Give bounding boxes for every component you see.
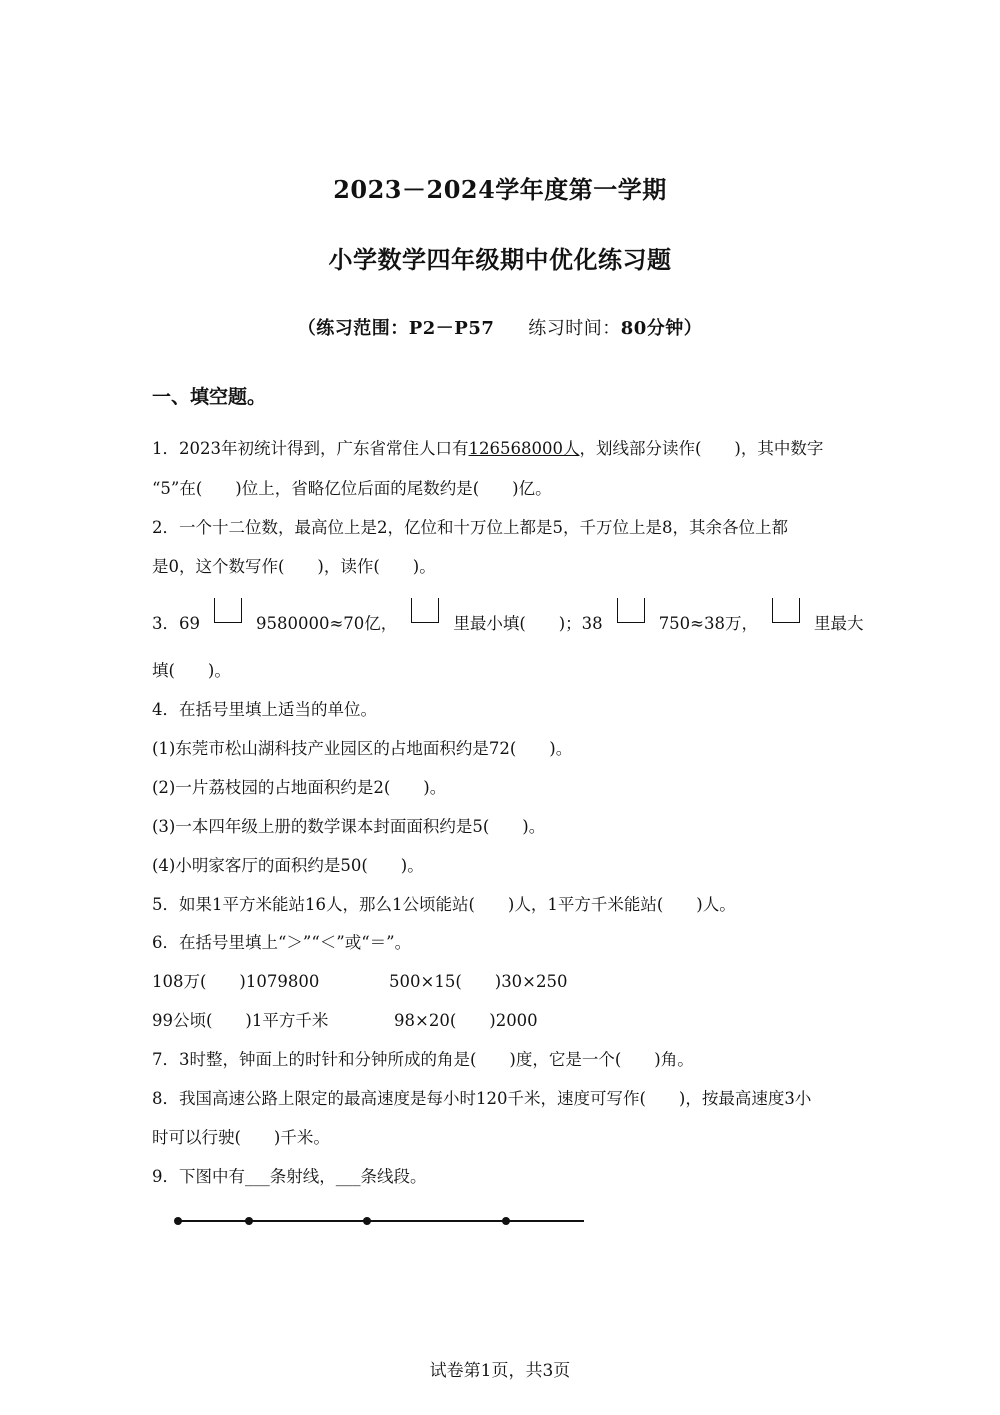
question-2-line-1: 2．一个十二位数，最高位上是2，亿位和十万位上都是5，千万位上是8，其余各位上都 xyxy=(152,518,788,537)
question-4: 4．在括号里填上适当的单位。 xyxy=(152,700,377,719)
question-8-line-2: 时可以行驶( )千米。 xyxy=(152,1128,330,1147)
time-label: 练习时间： xyxy=(528,318,621,339)
exam-scope-line xyxy=(0,314,1000,340)
point-dot xyxy=(363,1217,371,1225)
answer-box[interactable] xyxy=(214,598,242,623)
question-4-4: (4)小明家客厅的面积约是50( )。 xyxy=(152,856,424,875)
question-6: 6．在括号里填上“＞”“＜”或“＝”。 xyxy=(152,933,412,952)
point-dot xyxy=(245,1217,253,1225)
question-6-c: 99公顷( )1平方千米 xyxy=(152,1011,329,1030)
question-3-line-1: 3．69 9580000≈70亿， 里最小填( )；38 750≈38万， 里最大 xyxy=(152,608,864,635)
answer-box[interactable] xyxy=(772,598,800,623)
section-heading-fill-blank: 一、填空题。 xyxy=(152,386,267,408)
question-7: 7．3时整，钟面上的时针和分钟所成的角是( )度，它是一个( )角。 xyxy=(152,1050,694,1069)
question-2-line-2: 是0，这个数写作( )，读作( )。 xyxy=(152,557,436,576)
point-dot xyxy=(174,1217,182,1225)
point-dot xyxy=(502,1217,510,1225)
question-1-line-1: 1．2023年初统计得到，广东省常住人口有126568000人，划线部分读作( )，其中数字 xyxy=(152,439,824,458)
question-1-line-2: “5”在( )位上，省略亿位后面的尾数约是( )亿。 xyxy=(152,479,552,498)
question-4-3: (3)一本四年级上册的数学课本封面面积约是5( )。 xyxy=(152,817,546,836)
question-6-a: 108万( )1079800 xyxy=(152,972,320,991)
answer-box[interactable] xyxy=(411,598,439,623)
scope-label: （练习范围：P2－P57 xyxy=(297,318,495,339)
page-footer: 试卷第1页，共3页 xyxy=(429,1361,571,1381)
question-8-line-1: 8．我国高速公路上限定的最高速度是每小时120千米，速度可写作( )，按最高速度3小 xyxy=(152,1089,812,1108)
ray-segment-figure xyxy=(170,1210,600,1234)
question-6-b: 500×15( )30×250 xyxy=(389,972,568,991)
underlined-number: 126568000人 xyxy=(468,439,580,458)
question-5: 5．如果1平方米能站16人，那么1公顷能站( )人，1平方千米能站( )人。 xyxy=(152,895,736,914)
answer-box[interactable] xyxy=(617,598,645,623)
question-3-line-2: 填( )。 xyxy=(152,661,231,680)
question-9: 9．下图中有___条射线，___条线段。 xyxy=(152,1167,427,1186)
question-6-d: 98×20( )2000 xyxy=(394,1011,538,1030)
question-4-2: (2)一片荔枝园的占地面积约是2( )。 xyxy=(152,778,447,797)
exam-title-year: 2023－2024学年度第一学期 xyxy=(333,175,667,204)
question-4-1: (1)东莞市松山湖科技产业园区的占地面积约是72( )。 xyxy=(152,739,573,758)
exam-title-subject: 小学数学四年级期中优化练习题 xyxy=(328,245,672,274)
time-value: 80分钟） xyxy=(620,318,703,339)
